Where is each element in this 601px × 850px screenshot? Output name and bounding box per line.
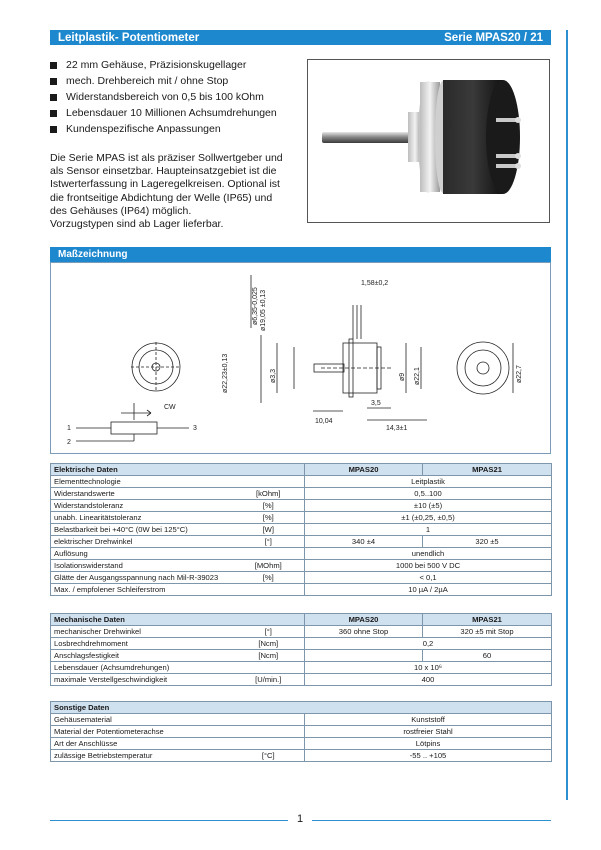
right-accent-line: [566, 30, 568, 800]
dim-len3-label: 14,3±1: [386, 425, 408, 432]
dim-len1-label: 10,04: [315, 418, 333, 425]
table-row: Belastbarkeit bei +40°C (0W bei 125°C) [W] 1: [51, 524, 552, 536]
other-data-table: [50, 701, 552, 762]
table-row: Gehäusematerial Kunststoff: [51, 714, 552, 726]
pin2-label: 2: [67, 439, 71, 446]
series-label: Serie MPAS20 / 21: [444, 31, 543, 44]
feature-item: Lebensdauer 10 Millionen Achsumdrehungen: [50, 105, 305, 121]
feature-item: mech. Drehbereich mit / ohne Stop: [50, 73, 305, 89]
technical-drawing: [50, 262, 551, 454]
pin3-label: 3: [193, 425, 197, 432]
table-row: Elementtechnologie Leitplastik: [51, 476, 552, 488]
dimension-drawing: [51, 263, 550, 453]
dim-right-label: ø22,7: [516, 365, 523, 383]
bullet-square-icon: [50, 110, 57, 117]
footer-line-left: [50, 820, 288, 821]
table-row: Widerstandswerte [kOhm] 0,5..100: [51, 488, 552, 500]
page-header: [50, 30, 551, 45]
dim-shaft-dia2-label: ø19,05 ±0,13: [260, 289, 267, 331]
dim-side2-label: ø9: [399, 372, 406, 381]
table-row: Auflösung unendlich: [51, 548, 552, 560]
cw-label: CW: [164, 404, 176, 411]
table-row: Anschlagsfestigkeit [Ncm] 60: [51, 650, 552, 662]
feature-item: Kundenspezifische Anpassungen: [50, 121, 305, 137]
bullet-square-icon: [50, 94, 57, 101]
page-number: 1: [296, 813, 304, 825]
table-row: mechanischer Drehwinkel [°] 360 ohne Stop 320 ±5 mit Stop: [51, 626, 552, 638]
mechanical-data-table: [50, 613, 552, 686]
intro-paragraph: Die Serie MPAS ist als präziser Sollwertgeber und als Sensor einsetzbar. Haupteinsatzgebiet ist die Istwerterfassung in Lageregelkreisen. Optional ist die frontseitige Abdichtung der Welle (IP65) und des Gehäuses (IP64) möglich. Vorzugstypen sind ab Lager lieferbar.: [50, 152, 283, 231]
table-row: Art der Anschlüsse Lötpins: [51, 738, 552, 750]
dim-shaft-dia-label: ø6,35-0,025: [252, 287, 259, 325]
table-row: Max. / empfolener Schleiferstrom 10 µA / 2µA: [51, 584, 552, 596]
table-row: elektrischer Drehwinkel [°] 340 ±4 320 ±5: [51, 536, 552, 548]
table-row: Isolationswiderstand [MOhm] 1000 bei 500 V DC: [51, 560, 552, 572]
bullet-square-icon: [50, 126, 57, 133]
table-row: maximale Verstellgeschwindigkeit [U/min.] 400: [51, 674, 552, 686]
dim-top-label: 1,58±0,2: [361, 280, 389, 287]
pin1-label: 1: [67, 425, 71, 432]
feature-item: 22 mm Gehäuse, Präzisionskugellager: [50, 57, 305, 73]
dim-side3-label: ø22,1: [414, 367, 421, 385]
drawing-section-header: [50, 247, 551, 262]
feature-item: Widerstandsbereich von 0,5 bis 100 kOhm: [50, 89, 305, 105]
dim-side1-label: ø3,3: [270, 368, 277, 383]
feature-list: [50, 57, 305, 137]
potentiometer-image: [308, 60, 549, 222]
bullet-square-icon: [50, 62, 57, 69]
drawing-title: Maßzeichnung: [58, 249, 128, 260]
table-header-row: Mechanische Daten MPAS20 MPAS21: [51, 614, 552, 626]
bullet-square-icon: [50, 78, 57, 85]
dim-len2-label: 3,5: [371, 400, 381, 407]
table-row: unabh. Linearitätstoleranz [%] ±1 (±0,25, ±0,5): [51, 512, 552, 524]
table-row: Material der Potentiometerachse rostfreier Stahl: [51, 726, 552, 738]
table-row: Widerstandstoleranz [%] ±10 (±5): [51, 500, 552, 512]
table-row: Glätte der Ausgangsspannung nach Mil-R-39023 [%] < 0,1: [51, 572, 552, 584]
table-row: Losbrechdrehmoment [Ncm] 0,2: [51, 638, 552, 650]
product-photo: [307, 59, 550, 223]
footer-line-right: [312, 820, 551, 821]
page-title: Leitplastik- Potentiometer: [58, 31, 200, 44]
dim-body-dia-label: ø22,23±0,13: [222, 353, 229, 393]
table-row: zulässige Betriebstemperatur [°C] -55 .. +105: [51, 750, 552, 762]
table-row: Lebensdauer (Achsumdrehungen) 10 x 10⁶: [51, 662, 552, 674]
table-header-row: Sonstige Daten: [51, 702, 552, 714]
electrical-data-table: [50, 463, 552, 596]
table-header-row: Elektrische Daten MPAS20 MPAS21: [51, 464, 552, 476]
